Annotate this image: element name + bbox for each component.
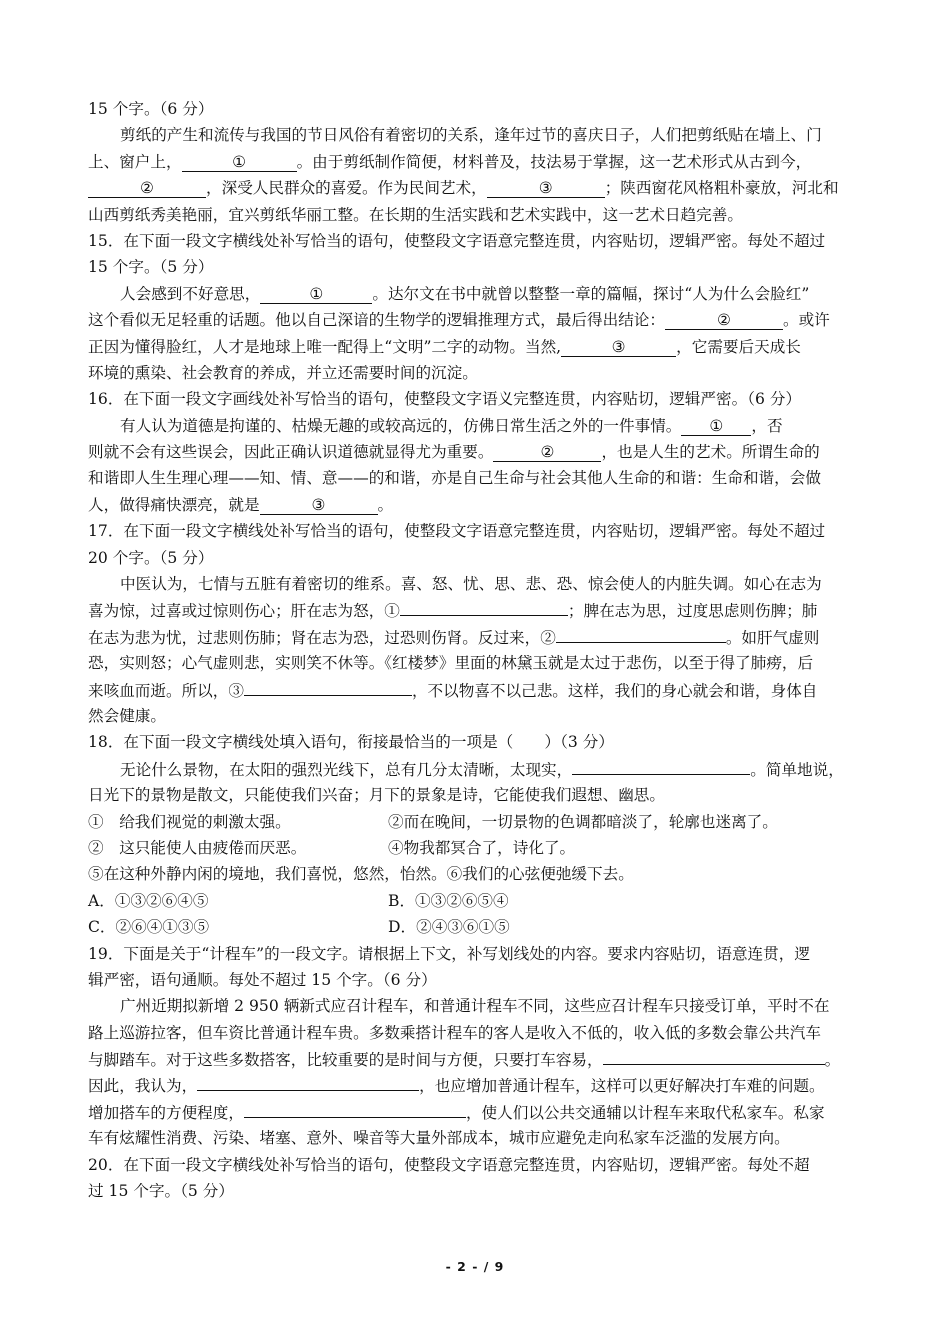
q17-stem-1: 17．在下面一段文字横线处补写恰当的语句，使整段文字语意完整连贯，内容贴切，逻辑严密。每处不超过 [88, 522, 826, 541]
text: 在志为悲为忧，过悲则伤肺；肾在志为恐，过恐则伤肾。反过来，② [88, 628, 556, 647]
q18-sentences-row-1 [88, 809, 868, 835]
sentence: ② 这只能使人由疲倦而厌恶。 [88, 838, 307, 857]
option-b[interactable]: B．①③②⑥⑤④ [388, 891, 509, 910]
text: ，否 [751, 416, 783, 435]
q19-stem-1: 19．下面是关于“计程车”的一段文字。请根据上下文，补写划线处的内容。要求内容贴切，语意连贯，逻 [88, 944, 810, 963]
q18-sentences-row-3: ⑤在这种外静内闲的境地，我们喜悦，悠然，怡然。⑥我们的心弦便弛缓下去。 [88, 865, 634, 884]
text: ，深受人民群众的喜爱。作为民间艺术， [206, 179, 487, 198]
text: 正因为懂得脸红，人才是地球上唯一配得上“文明”二字的动物。当然, [88, 337, 562, 356]
q17-para-line-3 [88, 624, 868, 650]
blank-field[interactable]: ② [88, 179, 206, 198]
sentence: ②而在晚间，一切景物的色调都暗淡了，轮廓也迷离了。 [388, 812, 778, 831]
text: 。如肝气虚则 [725, 628, 820, 647]
q18-options-row-2 [88, 914, 868, 940]
q20-stem-1: 20．在下面一段文字横线处补写恰当的语句，使整段文字语意完整连贯，内容贴切，逻辑严密。每处不超 [88, 1155, 810, 1174]
q17-para-line-5 [88, 677, 868, 703]
blank-field[interactable] [244, 1099, 466, 1118]
sentence: ④物我都冥合了，诗化了。 [388, 838, 576, 857]
text: ，使人们以公共交通辅以计程车来取代私家车。私家 [465, 1103, 825, 1122]
q15-para-line-4: 环境的熏染、社会教育的养成，并立还需要时间的沉淀。 [88, 363, 478, 382]
text: 喜为惊，过喜或过惊则伤心；肝在志为怒，① [88, 602, 400, 621]
text: ，也应增加普通计程车，这样可以更好解决打车难的问题。 [419, 1077, 825, 1096]
blank-field[interactable]: ③ [561, 338, 676, 357]
text: 与脚踏车。对于这些多数搭客，比较重要的是时间与方便，只要打车容易， [88, 1051, 603, 1070]
q19-para-line-3 [88, 1046, 868, 1072]
option-c[interactable]: C．②⑥④①③⑤ [88, 918, 210, 937]
text: ；脾在志为思，过度思虑则伤脾；肺 [567, 602, 818, 621]
option-a[interactable]: A．①③②⑥④⑤ [88, 891, 209, 910]
text: 无论什么景物，在太阳的强烈光线下，总有几分太清晰，太现实， [120, 760, 573, 779]
text: 。 [824, 1051, 841, 1070]
q18-sentences-row-2 [88, 835, 868, 861]
blank-field[interactable] [556, 624, 726, 643]
q19-para-line-5 [88, 1099, 868, 1125]
q20-stem-2: 过 15 个字。（5 分） [88, 1182, 234, 1201]
blank-field[interactable]: ① [182, 153, 297, 172]
blank-field[interactable]: ② [665, 311, 783, 330]
q16-para-line-3: 和谐即人生生理心理——知、情、意——的和谐，亦是自己生命与社会其他人生命的和谐：生命和谐，会做 [88, 469, 821, 488]
q17-para-line-1: 中医认为，七情与五脏有着密切的维系。喜、怒、忧、思、悲、恐、惊会使人的内脏失调。如心在志为 [120, 575, 822, 594]
blank-field[interactable]: ③ [260, 496, 378, 515]
text: 则就不会有这些误会，因此正确认识道德就显得尤为重要。 [88, 443, 494, 462]
q16-para-line-1 [88, 413, 868, 439]
text: 因此，我认为， [88, 1077, 198, 1096]
q15-para-line-3 [88, 334, 868, 360]
text: 。 [377, 495, 394, 514]
q19-para-line-1: 广州近期拟新增 2 950 辆新式应召计程车，和普通计程车不同，这些应召计程车只接受订单，平时不在 [120, 997, 830, 1016]
q18-para-line-1 [88, 756, 868, 782]
text: ；陕西窗花风格粗朴豪放，河北和 [604, 179, 839, 198]
q18-stem: 18．在下面一段文字横线处填入语句，衔接最恰当的一项是（ ）（3 分） [88, 733, 614, 752]
blank-field[interactable]: ③ [487, 179, 605, 198]
blank-field[interactable] [603, 1046, 825, 1065]
sentence: ① 给我们视觉的刺激太强。 [88, 812, 291, 831]
q16-para-line-2 [88, 439, 868, 465]
q18-para-line-2: 日光下的景物是散文，只能使我们兴奋；月下的景象是诗，它能使我们遐想、幽思。 [88, 786, 665, 805]
blank-field[interactable] [572, 756, 750, 775]
text: 这个看似无足轻重的话题。他以自己深谙的生物学的逻辑推理方式，最后得出结论： [88, 311, 665, 330]
option-d[interactable]: D．②④③⑥①⑤ [388, 918, 510, 937]
q14-para-line-2 [88, 149, 868, 175]
q19-para-line-4 [88, 1072, 868, 1098]
q19-para-line-2: 路上巡游拉客，但车资比普通计程车贵。多数乘搭计程车的客人是收入不低的，收入低的多数会靠公共汽车 [88, 1023, 821, 1042]
q16-stem: 16．在下面一段文字画线处补写恰当的语句，使整段文字语义完整连贯，内容贴切，逻辑严密。（6 分） [88, 390, 802, 409]
text: ，也是人生的艺术。所谓生命的 [601, 443, 820, 462]
blank-field[interactable]: ① [260, 285, 372, 304]
q18-options-row-1 [88, 888, 868, 914]
q15-para-line-1 [88, 281, 868, 307]
blank-field[interactable]: ② [493, 443, 601, 462]
q17-stem-2: 20 个字。（5 分） [88, 548, 214, 567]
q19-stem-2: 辑严密，语句通顺。每处不超过 15 个字。（6 分） [88, 970, 437, 989]
text: 。达尔文在书中就曾以整整一章的篇幅，探讨“人为什么会脸红” [372, 284, 810, 303]
blank-field[interactable] [197, 1072, 419, 1091]
text: 人会感到不好意思， [120, 284, 261, 303]
text: ，它需要后天成长 [676, 337, 801, 356]
q15-para-line-2 [88, 307, 868, 333]
page-number: - 2 - / 9 [445, 1259, 505, 1274]
q14-para-line-4: 山西剪纸秀美艳丽，宜兴剪纸华丽工整。在长期的生活实践和艺术实践中，这一艺术日趋完善。 [88, 205, 743, 224]
text: 增加搭车的方便程度， [88, 1103, 244, 1122]
q17-para-line-6: 然会健康。 [88, 706, 166, 725]
q14-para-line-1: 剪纸的产生和流传与我国的节日风俗有着密切的关系，逢年过节的喜庆日子，人们把剪纸贴在墙上、门 [120, 126, 822, 145]
blank-field[interactable] [244, 677, 412, 696]
text: 。由于剪纸制作简便，材料普及，技法易于掌握，这一艺术形式从古到今， [296, 152, 812, 171]
q14-para-line-3 [88, 175, 868, 201]
blank-field[interactable]: ① [681, 417, 751, 436]
text: 有人认为道德是拘谨的、枯燥无趣的或较高远的，仿佛日常生活之外的一件事情。 [120, 416, 682, 435]
q17-para-line-4: 恐，实则怒；心气虚则悲，实则笑不休等。《红楼梦》里面的林黛玉就是太过于悲伤，以至于得了肺痨，后 [88, 654, 814, 673]
text: 上、窗户上， [88, 152, 182, 171]
text: 人，做得痛快漂亮，就是 [88, 495, 260, 514]
q16-para-line-4 [88, 492, 868, 518]
page-content [88, 96, 868, 1204]
q14-tail: 15 个字。（6 分） [88, 100, 214, 118]
text: ，不以物喜不以己悲。这样，我们的身心就会和谐，身体自 [411, 681, 818, 700]
blank-field[interactable] [400, 597, 568, 616]
text: 来咳血而逝。所以，③ [88, 681, 244, 700]
q17-para-line-2 [88, 597, 868, 623]
text: 。简单地说， [750, 760, 844, 779]
q15-stem-2: 15 个字。（5 分） [88, 258, 214, 277]
text: 。或许 [782, 311, 830, 330]
q19-para-line-6: 车有炫耀性消费、污染、堵塞、意外、噪音等大量外部成本，城市应避免走向私家车泛滥的发展方向。 [88, 1129, 790, 1148]
q15-stem-1: 15．在下面一段文字横线处补写恰当的语句，使整段文字语意完整连贯，内容贴切，逻辑严密。每处不超过 [88, 231, 826, 250]
